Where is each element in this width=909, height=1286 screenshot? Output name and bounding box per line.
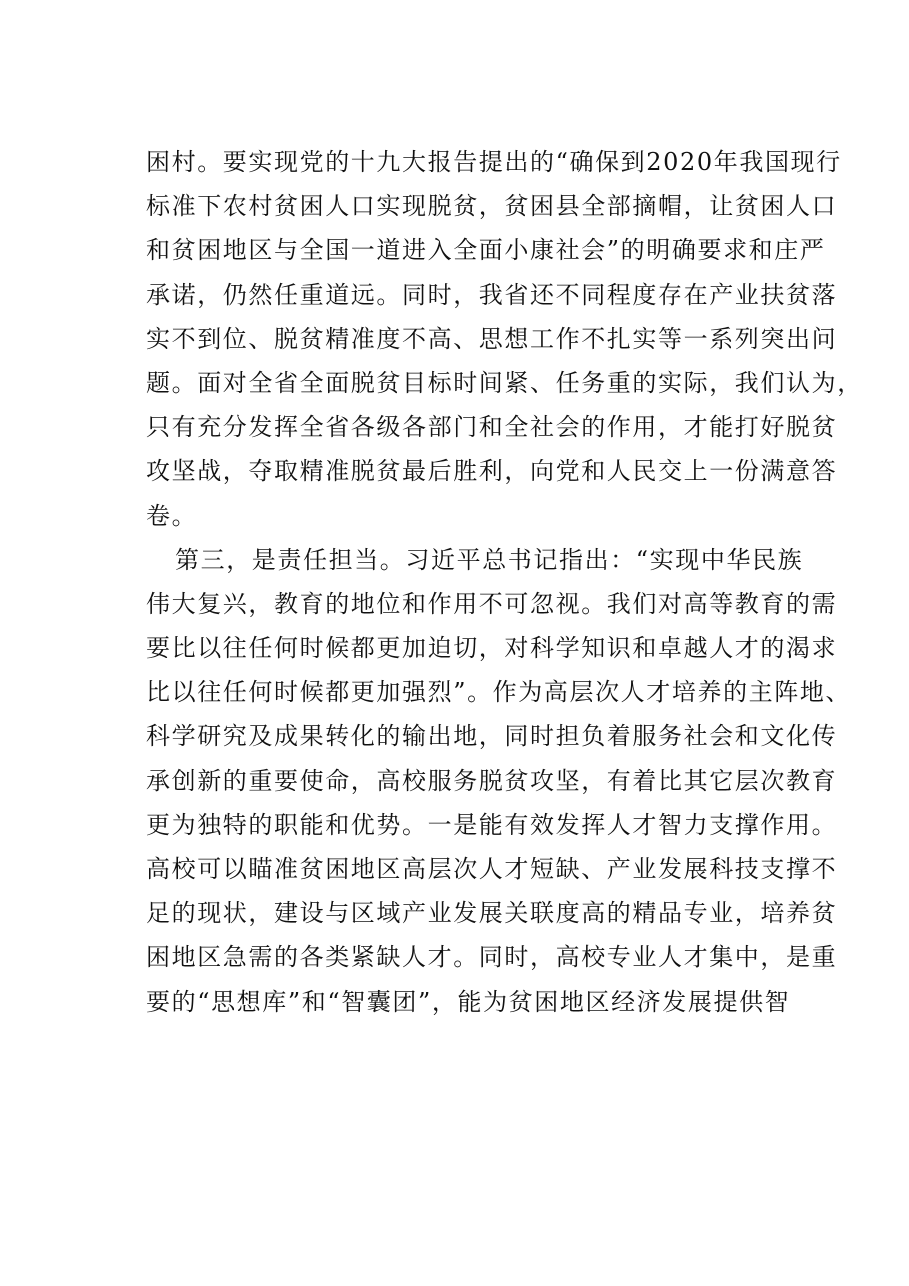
text-line: 要的“思想库”和“智囊团”，能为贫困地区经济发展提供智 — [146, 987, 791, 1016]
text-line: 卷。 — [146, 501, 198, 530]
text-line: 比以往任何时候都更加强烈”。作为高层次人才培养的主阵地、 — [146, 678, 852, 707]
text-line: 科学研究及成果转化的输出地，同时担负着服务社会和文化传 — [146, 722, 838, 751]
text-line: 只有充分发挥全省各级各部门和全社会的作用，才能打好脱贫 — [146, 413, 838, 442]
text-line: 标准下农村贫困人口实现脱贫，贫困县全部摘帽，让贫困人口 — [146, 192, 838, 221]
text-line: 伟大复兴，教育的地位和作用不可忽视。我们对高等教育的需 — [146, 589, 838, 618]
paragraph-first-line: 第三，是责任担当。习近平总书记指出：“实现中华民族 — [175, 545, 804, 574]
text-line: 高校可以瞄准贫困地区高层次人才短缺、产业发展科技支撑不 — [146, 855, 838, 883]
text-line: 承诺，仍然任重道远。同时，我省还不同程度存在产业扶贫落 — [146, 280, 838, 309]
text-line: 题。面对全省全面脱贫目标时间紧、任务重的实际，我们认为， — [146, 368, 863, 397]
text-line: 和贫困地区与全国一道进入全面小康社会”的明确要求和庄严 — [146, 236, 826, 265]
text-line: 承创新的重要使命，高校服务脱贫攻坚，有着比其它层次教育 — [146, 766, 838, 795]
text-line: 困地区急需的各类紧缺人才。同时，高校专业人才集中，是重 — [146, 943, 838, 972]
text-line: 困村。要实现党的十九大报告提出的“确保到2020年我国现行 — [146, 148, 842, 176]
text-line: 足的现状，建设与区域产业发展关联度高的精品专业，培养贫 — [146, 899, 838, 928]
text-line: 要比以往任何时候都更加迫切，对科学知识和卓越人才的渴求 — [146, 634, 838, 663]
text-line: 实不到位、脱贫精准度不高、思想工作不扎实等一系列突出问 — [146, 324, 838, 353]
text-line: 更为独特的职能和优势。一是能有效发挥人才智力支撑作用。 — [146, 810, 838, 839]
body-text — [146, 140, 863, 1024]
text-line: 攻坚战，夺取精准脱贫最后胜利，向党和人民交上一份满意答 — [146, 457, 838, 486]
